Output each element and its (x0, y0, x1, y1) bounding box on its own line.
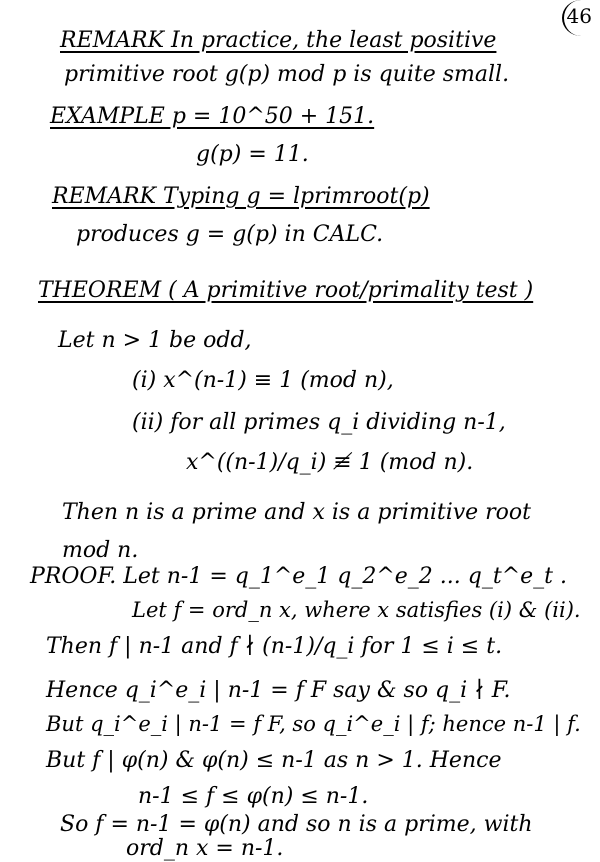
theorem-cond-ii-formula: x^((n-1)/q_i) ≢ 1 (mod n). (186, 450, 474, 475)
example-line-1: EXAMPLE p = 10^50 + 151. (50, 104, 375, 129)
theorem-cond-i: (i) x^(n-1) ≡ 1 (mod n), (132, 368, 394, 393)
remark-line-1: REMARK In practice, the least positive (60, 28, 497, 53)
example-line-2: g(p) = 11. (196, 142, 309, 167)
proof-line-1: PROOF. Let n-1 = q_1^e_1 q_2^e_2 ... q_t^e_t . (30, 564, 567, 589)
proof-line-3: Then f | n-1 and f ∤ (n-1)/q_i for 1 ≤ i ≤ t. (46, 634, 503, 659)
theorem-line-1: Let n > 1 be odd, (58, 328, 252, 353)
theorem-conclusion-2: mod n. (62, 538, 139, 563)
remark-line-2: primitive root g(p) mod p is quite small. (64, 62, 510, 87)
theorem-cond-ii: (ii) for all primes q_i dividing n-1, (132, 410, 506, 435)
remark2-line-1: REMARK Typing g = lprimroot(p) (52, 184, 430, 209)
theorem-heading: THEOREM ( A primitive root/primality test ) (38, 278, 534, 303)
proof-line-4: Hence q_i^e_i | n-1 = f F say & so q_i ∤ F. (46, 678, 511, 703)
remark2-line-2: produces g = g(p) in CALC. (76, 222, 384, 247)
page-number: 46 (566, 4, 592, 28)
proof-line-6: But f | φ(n) & φ(n) ≤ n-1 as n > 1. Hence (46, 748, 502, 773)
theorem-conclusion-1: Then n is a prime and x is a primitive root (62, 500, 532, 525)
proof-line-2: Let f = ord_n x, where x satisfies (i) & (ii). (132, 598, 581, 622)
proof-line-5: But q_i^e_i | n-1 = f F, so q_i^e_i | f; hence n-1 | f. (46, 712, 581, 736)
proof-line-7: n-1 ≤ f ≤ φ(n) ≤ n-1. (138, 784, 369, 809)
proof-line-8: So f = n-1 = φ(n) and so n is a prime, with (60, 812, 533, 837)
proof-line-9: ord_n x = n-1. (126, 836, 284, 861)
